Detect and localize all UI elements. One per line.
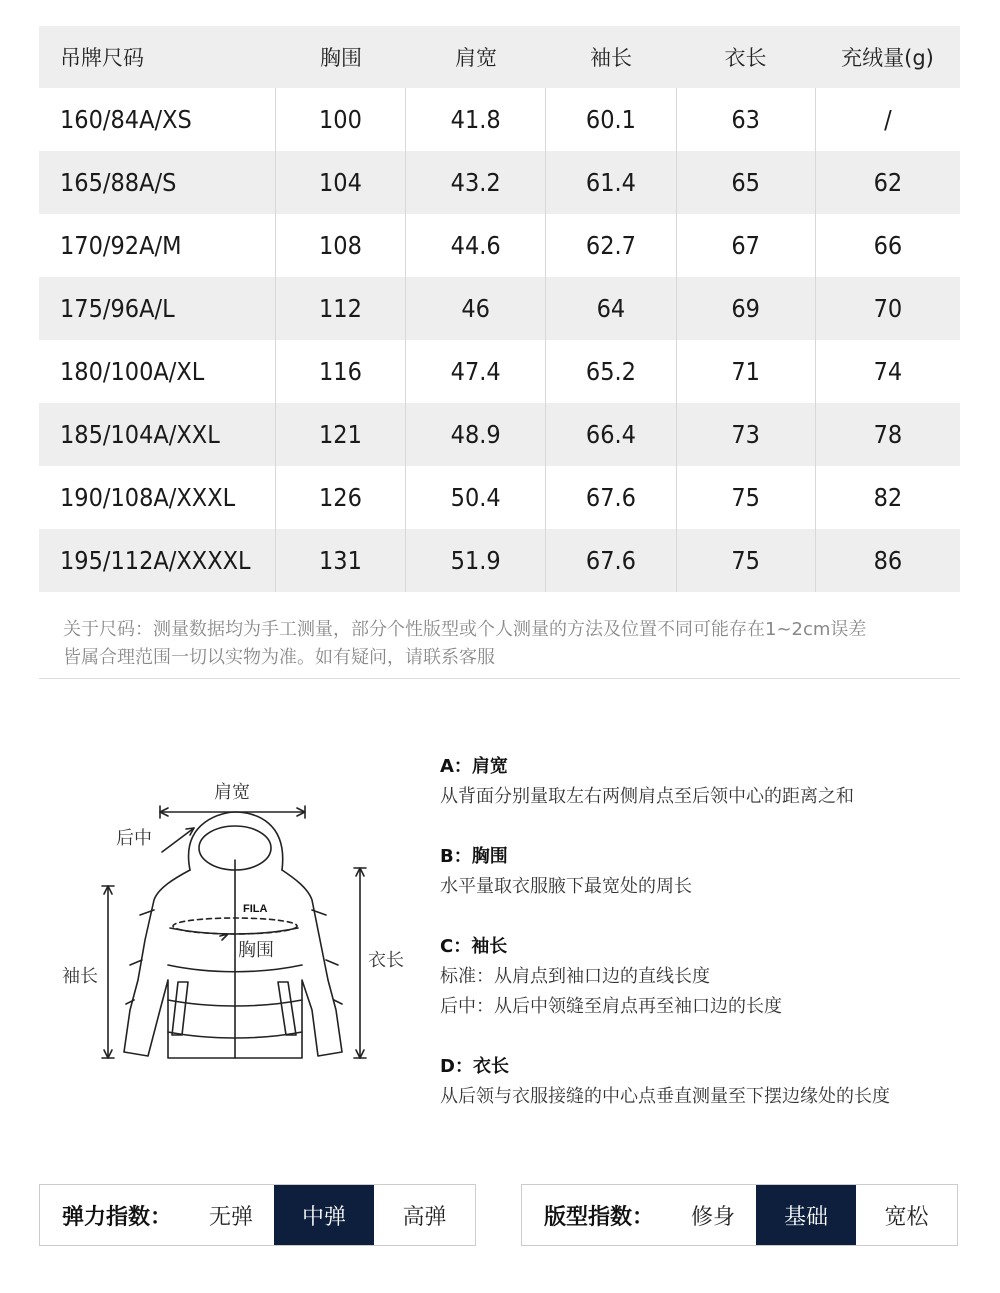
size-cell: 185/104A/XXL: [60, 420, 220, 449]
fill-cell: 82: [815, 466, 960, 529]
fill-cell: /: [815, 88, 960, 151]
chest-cell: 121: [275, 403, 405, 466]
elasticity-option-medium-selected: 中弹: [274, 1185, 374, 1245]
elasticity-option-high: 高弹: [402, 1204, 447, 1230]
shoulder-cell: 50.4: [405, 466, 545, 529]
table-row: [39, 403, 960, 466]
shoulder-cell: 47.4: [405, 340, 545, 403]
shoulder-cell: 48.9: [405, 403, 545, 466]
elasticity-option-none: 无弹: [208, 1204, 253, 1230]
table-header-row: [39, 26, 960, 88]
desc-chest: [440, 842, 980, 902]
length-cell: 75: [676, 466, 815, 529]
fit-index: [521, 1184, 958, 1246]
fill-cell: 86: [815, 529, 960, 592]
fit-option-slim: 修身: [690, 1204, 735, 1230]
desc-shoulder: [440, 752, 980, 812]
fill-cell: 62: [815, 151, 960, 214]
size-cell: 180/100A/XL: [60, 357, 205, 386]
sleeve-cell: 64: [545, 277, 675, 340]
shoulder-cell: 41.8: [405, 88, 545, 151]
size-cell: 160/84A/XS: [60, 105, 192, 134]
table-row: [39, 466, 960, 529]
jacket-measurement-diagram: [50, 760, 420, 1080]
chest-cell: 131: [275, 529, 405, 592]
length-cell: 65: [676, 151, 815, 214]
chest-label: 胸围: [238, 940, 274, 961]
header-sleeve: 袖长: [590, 46, 632, 70]
size-note: [63, 616, 958, 672]
size-cell: 170/92A/M: [60, 231, 182, 260]
table-row: [39, 340, 960, 403]
header-tag-size: 吊牌尺码: [60, 46, 144, 70]
size-cell: 195/112A/XXXXL: [60, 546, 251, 575]
shoulder-label: 肩宽: [214, 782, 250, 803]
length-cell: 71: [676, 340, 815, 403]
sleeve-cell: 60.1: [545, 88, 675, 151]
back-center-label: 后中: [116, 828, 152, 849]
desc-length-title: D：衣长: [440, 1056, 509, 1077]
length-cell: 75: [676, 529, 815, 592]
fila-logo: FILA: [243, 903, 268, 915]
sleeve-label: 袖长: [62, 966, 98, 987]
shoulder-cell: 44.6: [405, 214, 545, 277]
length-label: 衣长: [368, 950, 404, 971]
length-cell: 69: [676, 277, 815, 340]
size-note-line-1: 关于尺码：测量数据均为手工测量，部分个性版型或个人测量的方法及位置不同可能存在1~2cm误差: [63, 619, 867, 640]
fill-cell: 70: [815, 277, 960, 340]
fit-option-regular-selected: 基础: [756, 1185, 856, 1245]
fill-cell: 74: [815, 340, 960, 403]
chest-cell: 116: [275, 340, 405, 403]
chest-cell: 108: [275, 214, 405, 277]
desc-sleeve-title: C：袖长: [440, 936, 508, 957]
length-cell: 63: [676, 88, 815, 151]
shoulder-cell: 51.9: [405, 529, 545, 592]
header-chest: 胸围: [320, 46, 362, 70]
table-row: [39, 88, 960, 151]
desc-shoulder-text: 从背面分别量取左右两侧肩点至后领中心的距离之和: [440, 786, 854, 807]
sleeve-cell: 65.2: [545, 340, 675, 403]
chest-cell: 126: [275, 466, 405, 529]
desc-length-text: 从后领与衣服接缝的中心点垂直测量至下摆边缘处的长度: [440, 1086, 890, 1107]
shoulder-cell: 43.2: [405, 151, 545, 214]
chest-cell: 104: [275, 151, 405, 214]
jacket-illustration: [50, 760, 420, 1080]
sleeve-cell: 67.6: [545, 529, 675, 592]
fit-option-loose: 宽松: [884, 1204, 929, 1230]
size-cell: 175/96A/L: [60, 294, 175, 323]
elasticity-label: 弹力指数：: [62, 1204, 173, 1230]
header-length: 衣长: [724, 46, 767, 70]
chest-cell: 112: [275, 277, 405, 340]
desc-length: [440, 1052, 980, 1112]
sleeve-cell: 66.4: [545, 403, 675, 466]
table-row: [39, 151, 960, 214]
size-note-line-2: 皆属合理范围一切以实物为准。如有疑问，请联系客服: [63, 647, 495, 668]
chest-cell: 100: [275, 88, 405, 151]
fill-cell: 78: [815, 403, 960, 466]
desc-chest-text: 水平量取衣服腋下最宽处的周长: [440, 876, 692, 897]
table-row: [39, 529, 960, 592]
desc-chest-title: B：胸围: [440, 846, 508, 867]
header-shoulder: 肩宽: [455, 46, 497, 70]
table-row: [39, 277, 960, 340]
size-cell: 165/88A/S: [60, 168, 177, 197]
desc-sleeve-text-standard: 标准：从肩点到袖口边的直线长度: [440, 966, 710, 987]
fill-cell: 66: [815, 214, 960, 277]
length-cell: 73: [676, 403, 815, 466]
sleeve-cell: 61.4: [545, 151, 675, 214]
desc-shoulder-title: A：肩宽: [440, 756, 508, 777]
desc-sleeve: [440, 932, 980, 1022]
length-cell: 67: [676, 214, 815, 277]
table-row: [39, 214, 960, 277]
elasticity-index: [39, 1184, 476, 1246]
sleeve-cell: 62.7: [545, 214, 675, 277]
fit-label: 版型指数：: [544, 1204, 655, 1230]
size-cell: 190/108A/XXXL: [60, 483, 236, 512]
header-down-fill: 充绒量(g): [841, 46, 934, 70]
desc-sleeve-text-back-center: 后中：从后中领缝至肩点再至袖口边的长度: [440, 996, 782, 1017]
size-table: [39, 26, 960, 592]
divider: [39, 678, 960, 679]
shoulder-cell: 46: [405, 277, 545, 340]
sleeve-cell: 67.6: [545, 466, 675, 529]
